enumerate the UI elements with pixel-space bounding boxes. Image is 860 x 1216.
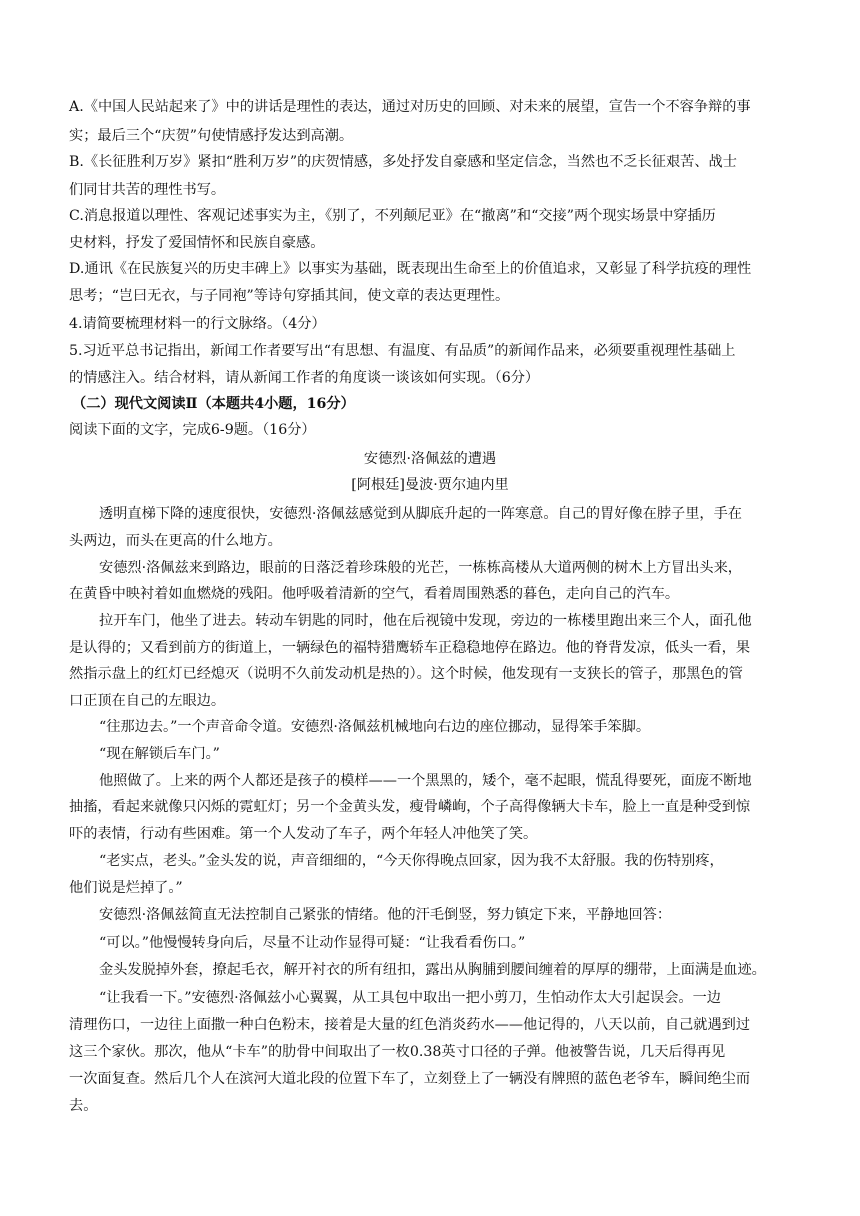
story-line: 然指示盘上的红灯已经熄灭（说明不久前发动机是热的）。这个时候，他发现有一支狭长的管子，那黑色的管 [69, 666, 743, 682]
story-line: 透明直梯下降的速度很快，安德烈·洛佩兹感觉到从脚底升起的一阵寒意。自己的胃好像在脖子里，手在 [99, 506, 742, 522]
option-c-line-1: C.消息报道以理性、客观记述事实为主，《别了，不列颠尼亚》在“撤离”和“交接”两个现实场景中穿插历 [69, 208, 716, 224]
option-b-line-1: B.《长征胜利万岁》紧扣“胜利万岁”的庆贺情感，多处抒发自豪感和坚定信念，当然也不乏长征艰苦、战士 [69, 154, 737, 170]
option-b-line-2: 们同甘共苦的理性书写。 [69, 182, 226, 198]
story-line: 金头发脱掉外套，撩起毛衣，解开衬衣的所有纽扣，露出从胸脯到腰间缠着的厚厚的绷带，上面满是血迹。 [99, 962, 766, 978]
option-d-line-2: 思考；“岂曰无衣，与子同袍”等诗句穿插其间，使文章的表达更理性。 [69, 288, 510, 304]
section-heading: （二）现代文阅读Ⅱ（本题共4小题，16分） [72, 396, 355, 412]
story-line: 是认得的；又看到前方的街道上，一辆绿色的福特猎鹰轿车正稳稳地停在路边。他的脊背发凉，低头一看，果 [69, 640, 751, 656]
option-a-line-2: 实；最后三个“庆贺”句使情感抒发达到高潮。 [69, 128, 354, 144]
story-line: “让我看一下。”安德烈·洛佩兹小心翼翼，从工具包中取出一把小剪刀，生怕动作太大引起误会。一边 [99, 990, 721, 1006]
section-instruction: 阅读下面的文字，完成6-9题。（16分） [69, 422, 316, 438]
story-line: 这三个家伙。那次，他从“卡车”的肋骨中间取出了一枚0.38英寸口径的子弹。他被警告说，几天后得再见 [69, 1044, 726, 1060]
story-line: 口正顶在自己的左眼边。 [69, 693, 226, 709]
story-line: “往那边去。”一个声音命令道。安德烈·洛佩兹机械地向右边的座位挪动，显得笨手笨脚。 [99, 719, 651, 735]
story-line: 他照做了。上来的两个人都还是孩子的模样——一个黑黑的，矮个，毫不起眼，慌乱得要死，面庞不断地 [99, 773, 752, 789]
story-title: 安德烈·洛佩兹的遭遇 [363, 451, 497, 467]
story-line: 拉开车门，他坐了进去。转动车钥匙的同时，他在后视镜中发现，旁边的一栋楼里跑出来三个人，面孔他 [99, 613, 752, 629]
story-line: 头两边，而头在更高的什么地方。 [69, 533, 282, 549]
option-c-line-2: 史材料，抒发了爱国情怀和民族自豪感。 [69, 235, 325, 251]
option-a-line-1: A.《中国人民站起来了》中的讲话是理性的表达，通过对历史的回顾、对未来的展望，宣告一个不容争辩的事 [69, 99, 751, 115]
story-line: 抽搐，看起来就像只闪烁的霓虹灯；另一个金黄头发，瘦骨嶙峋，个子高得像辆大卡车，脸上一直是种受到惊 [69, 799, 751, 815]
question-5-line-1: 5.习近平总书记指出，新闻工作者要写出“有思想、有温度、有品质”的新闻作品来，必须要重视理性基础上 [69, 343, 736, 359]
option-d-line-1: D.通讯《在民族复兴的历史丰碑上》以事实为基础，既表现出生命至上的价值追求，又彰显了科学抗疫的理性 [69, 261, 752, 277]
story-line: 安德烈·洛佩兹简直无法控制自己紧张的情绪。他的汗毛倒竖，努力镇定下来，平静地回答： [99, 907, 672, 923]
story-author: [阿根廷]曼波·贾尔迪内里 [351, 477, 509, 493]
story-line: 安德烈·洛佩兹来到路边，眼前的日落泛着珍珠般的光芒，一栋栋高楼从大道两侧的树木上方冒出头来， [99, 560, 742, 576]
story-line: 在黄昏中映衬着如血燃烧的残阳。他呼吸着清新的空气，看着周围熟悉的暮色，走向自己的汽车。 [69, 586, 680, 602]
story-line: 他们说是烂掉了。” [69, 880, 183, 896]
story-line: 吓的表情，行动有些困难。第一个人发动了车子，两个年轻人冲他笑了笑。 [69, 826, 538, 842]
story-line: “可以。”他慢慢转身向后，尽量不让动作显得可疑：“让我看看伤口。” [99, 935, 526, 951]
story-line: 一次面复查。然后几个人在滨河大道北段的位置下车了，立刻登上了一辆没有牌照的蓝色老爷车，瞬间绝尘而 [69, 1071, 751, 1087]
story-line: “现在解锁后车门。” [99, 746, 220, 762]
question-4: 4.请简要梳理材料一的行文脉络。（4分） [69, 316, 326, 332]
story-line: “老实点，老头。”金头发的说，声音细细的，“今天你得晚点回家，因为我不太舒服。我的伤特别疼， [99, 853, 724, 869]
story-line: 清理伤口，一边往上面撒一种白色粉末，接着是大量的红色消炎药水——他记得的，八天以前，自己就遇到过 [69, 1017, 751, 1033]
story-line: 去。 [69, 1098, 98, 1114]
question-5-line-2: 的情感注入。结合材料，请从新闻工作者的角度谈一谈该如何实现。（6分） [69, 370, 540, 386]
